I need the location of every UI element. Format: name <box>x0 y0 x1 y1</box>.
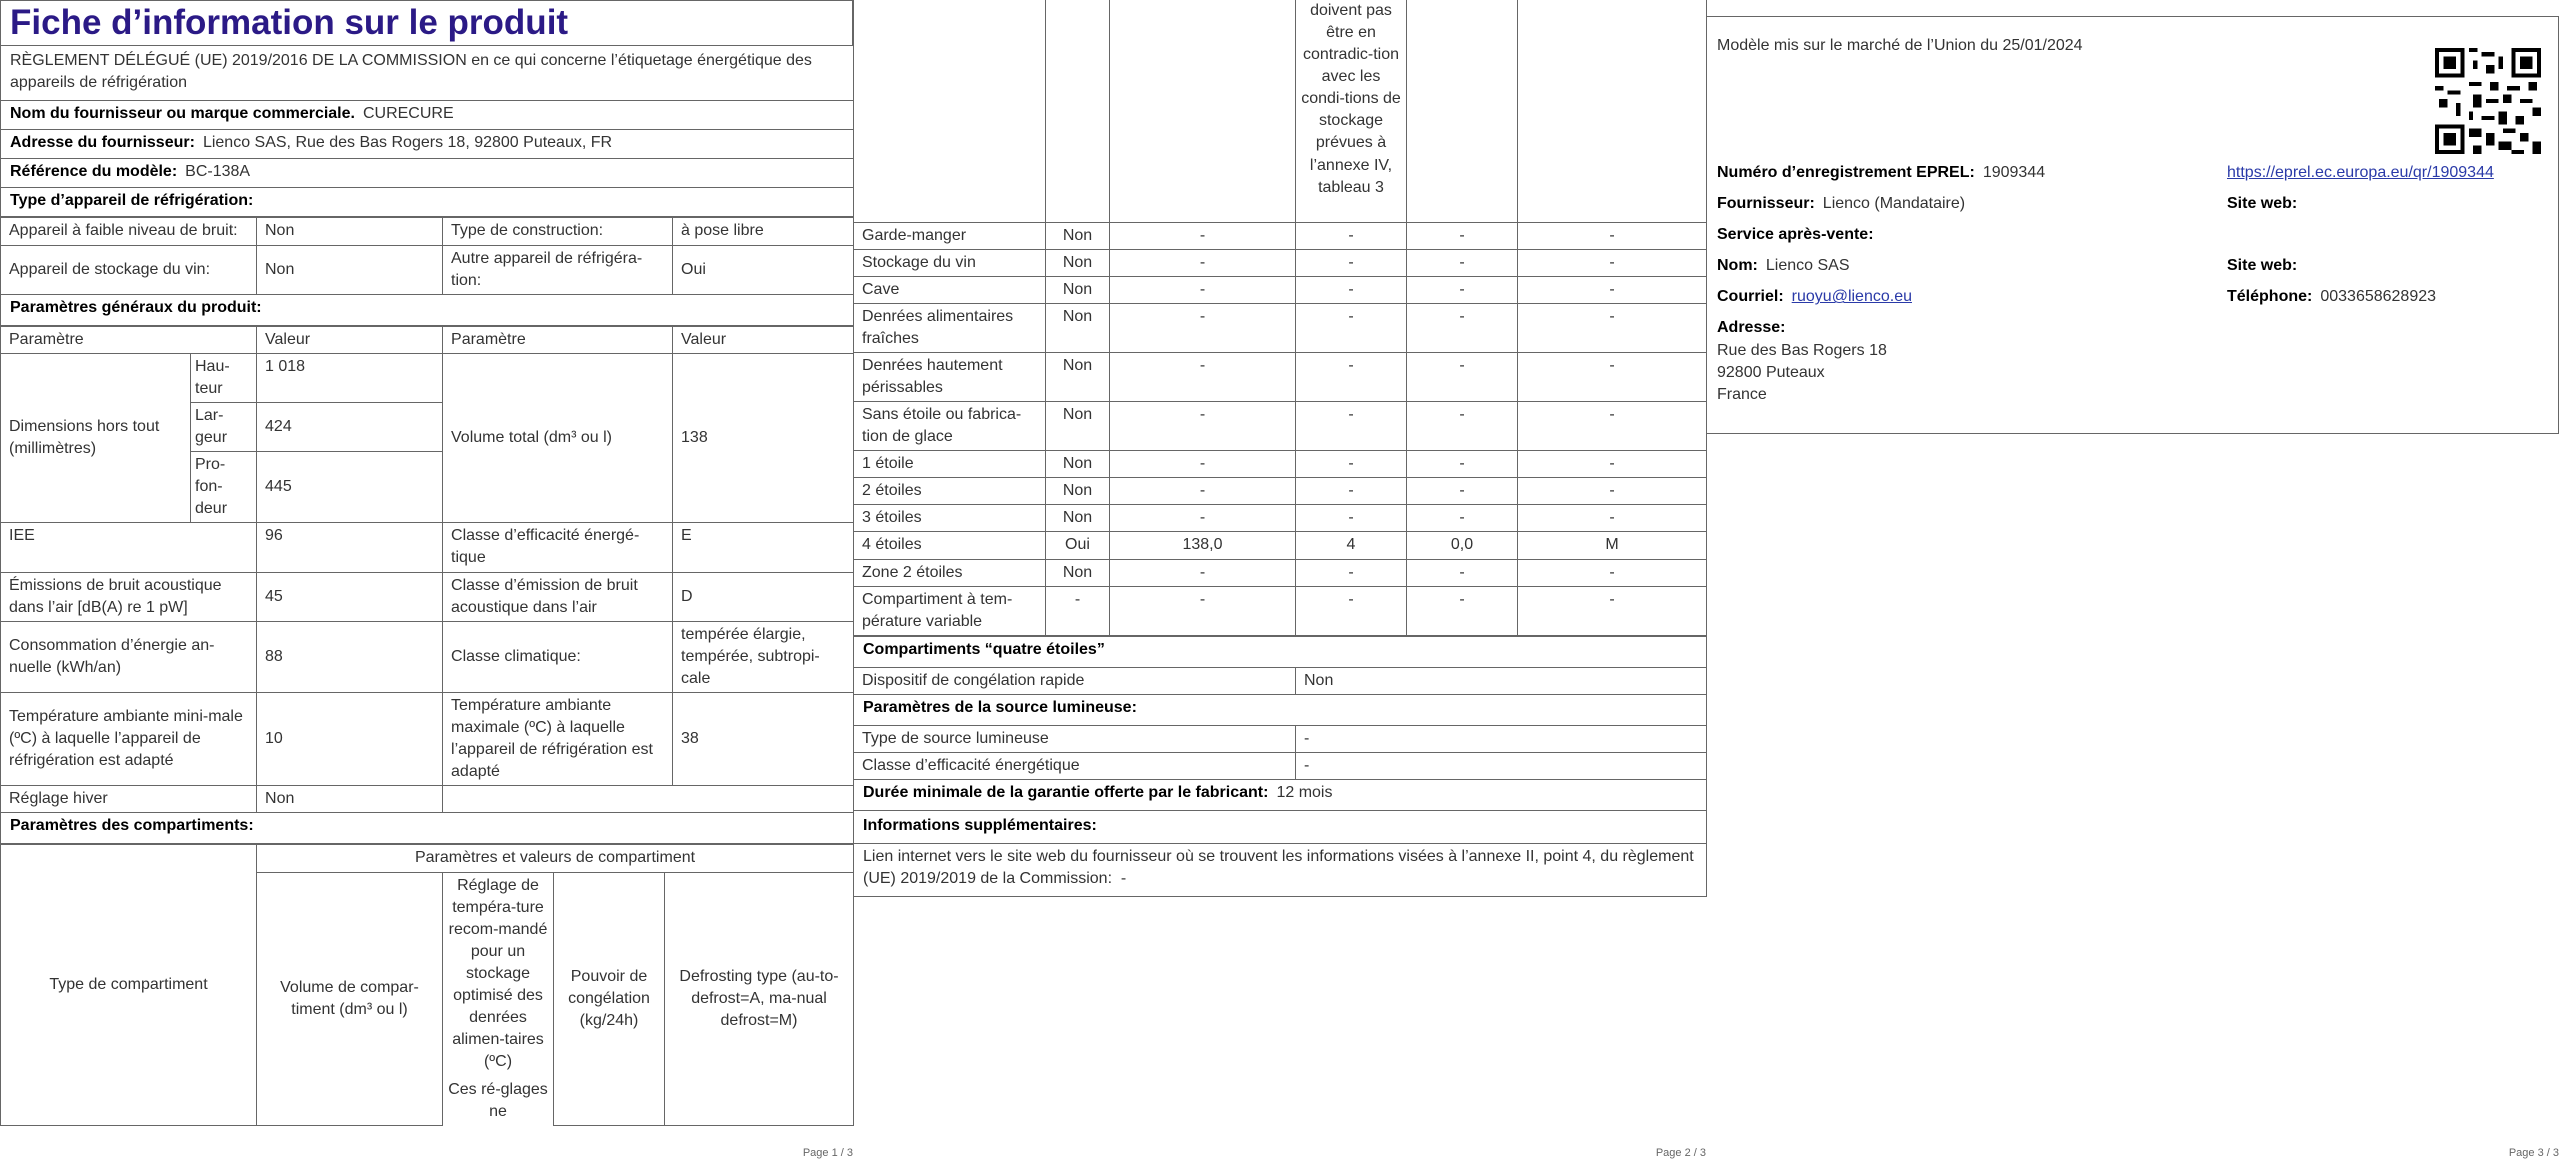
compartment-name: 3 étoiles <box>854 505 1046 532</box>
address-line-1: Rue des Bas Rogers 18 <box>1717 341 1887 359</box>
table-row <box>854 478 1707 505</box>
compartment-value: - <box>1110 505 1296 532</box>
service-name-label: Nom: <box>1717 257 1758 275</box>
supplier-address-label: Adresse du fournisseur: <box>10 134 195 152</box>
compartment-value: Non <box>1046 352 1110 401</box>
winter-value: Non <box>257 786 443 813</box>
compartment-value: Non <box>1046 478 1110 505</box>
appliance-type-heading: Type d’appareil de réfrigération: <box>10 192 254 210</box>
compartment-value: - <box>1407 559 1518 586</box>
height-value: 1 018 <box>257 353 443 402</box>
website-label: Site web: <box>2227 195 2298 213</box>
supplier-address: Lienco SAS, Rue des Bas Rogers 18, 92800 Puteaux, FR <box>202 134 613 152</box>
noise-class-value: D <box>673 572 854 621</box>
compartment-values-table <box>853 0 1707 636</box>
compartment-value: - <box>1110 276 1296 303</box>
page-3 <box>1706 0 2559 1173</box>
compartment-value: - <box>1518 276 1707 303</box>
energy-class-label: Classe d’efficacité énergé-tique <box>443 523 673 572</box>
width-value: 424 <box>257 403 443 452</box>
volume-header: Volume de compar-timent (dm³ ou l) <box>257 872 443 1125</box>
compartment-name: Compartiment à tem-pérature variable <box>854 586 1046 635</box>
compartment-value: - <box>1296 303 1407 352</box>
eprel-supplier-value: Lienco (Mandataire) <box>1822 195 1966 213</box>
table-row <box>854 505 1707 532</box>
volume-value: 138 <box>673 353 854 523</box>
compartment-value: - <box>1407 402 1518 451</box>
compartment-value: M <box>1518 532 1707 559</box>
compartment-value: - <box>1296 276 1407 303</box>
phone-label: Téléphone: <box>2227 288 2313 306</box>
service-name-value: Lienco SAS <box>1765 257 1850 275</box>
four-star-heading: Compartiments “quatre étoiles” <box>863 640 1105 658</box>
width-label: Lar-geur <box>191 403 257 452</box>
compartment-name: Denrées alimentaires fraîches <box>854 303 1046 352</box>
climate-label: Classe climatique: <box>443 621 673 692</box>
compartments-header-table <box>0 844 854 1125</box>
compartment-value: 4 <box>1296 532 1407 559</box>
light-class-label: Classe d’efficacité énergétique <box>854 753 1296 780</box>
compartment-value: - <box>1518 478 1707 505</box>
compartment-name: 2 étoiles <box>854 478 1046 505</box>
compartment-value: 138,0 <box>1110 532 1296 559</box>
compartment-value: - <box>1518 352 1707 401</box>
warranty-value: 12 mois <box>1276 784 1333 802</box>
compartment-value: - <box>1407 586 1518 635</box>
construction-label: Type de construction: <box>443 218 673 245</box>
compartment-value: - <box>1110 402 1296 451</box>
temp-note-b: doivent pas être en contradic-tion avec les condi-tions de stockage prévues à l’annexe IV, tableau 3 <box>1296 0 1407 222</box>
compartment-value: - <box>1296 586 1407 635</box>
qr-code-icon[interactable] <box>2435 48 2541 154</box>
compartment-value: - <box>1110 249 1296 276</box>
page-1 <box>0 0 853 1173</box>
phone-value: 0033658628923 <box>2320 288 2437 306</box>
value-header-2: Valeur <box>673 326 854 353</box>
model-reference: BC-138A <box>185 163 251 181</box>
compartment-value: - <box>1407 352 1518 401</box>
address-line-2: 92800 Puteaux <box>1717 363 1825 381</box>
tmax-label: Température ambiante maximale (ºC) à laquelle l’appareil de réfrigération est adapté <box>443 692 673 785</box>
noise-class-label: Classe d’émission de bruit acoustique dans l’air <box>443 572 673 621</box>
compartment-name: Garde-manger <box>854 222 1046 249</box>
compartment-value: - <box>1110 222 1296 249</box>
eprel-supplier-label: Fournisseur: <box>1717 195 1815 213</box>
table-row <box>854 352 1707 401</box>
eei-value: 96 <box>257 523 443 572</box>
value-header: Valeur <box>257 326 443 353</box>
tmin-value: 10 <box>257 692 443 785</box>
model-label: Référence du modèle: <box>10 163 178 181</box>
winter-label: Réglage hiver <box>1 786 257 813</box>
low-noise-value: Non <box>257 218 443 245</box>
compartment-value: Non <box>1046 505 1110 532</box>
compartment-value: 0,0 <box>1407 532 1518 559</box>
volume-label: Volume total (dm³ ou l) <box>443 353 673 523</box>
compartment-value: Non <box>1046 559 1110 586</box>
energy-consumption-label: Consommation d’énergie an-nuelle (kWh/an) <box>1 621 257 692</box>
page-2 <box>853 0 1706 1173</box>
table-row <box>854 586 1707 635</box>
depth-value: 445 <box>257 452 443 523</box>
compartment-value: - <box>1518 402 1707 451</box>
email-label: Courriel: <box>1717 288 1784 306</box>
eprel-box <box>1706 16 2559 434</box>
table-row <box>854 559 1707 586</box>
compartment-value: - <box>1296 352 1407 401</box>
page-number-3: Page 3 / 3 <box>2508 1146 2559 1159</box>
service-label: Service après-vente: <box>1717 226 1874 244</box>
compartment-value: - <box>1407 222 1518 249</box>
compartment-value: - <box>1518 303 1707 352</box>
compartment-value: - <box>1518 249 1707 276</box>
compartment-name: 4 étoiles <box>854 532 1046 559</box>
compartment-value: - <box>1296 402 1407 451</box>
four-star-table <box>853 636 1707 898</box>
eprel-reg-value: 1909344 <box>1982 164 2046 182</box>
extra-info-link: - <box>1120 870 1127 888</box>
light-type-label: Type de source lumineuse <box>854 725 1296 752</box>
compartment-value: Non <box>1046 451 1110 478</box>
supplier-name: CURECURE <box>362 105 454 123</box>
warranty-label: Durée minimale de la garantie offerte par le fabricant: <box>863 784 1269 802</box>
compartment-value: - <box>1296 249 1407 276</box>
eei-label: IEE <box>1 523 257 572</box>
compartment-value: - <box>1296 505 1407 532</box>
compartment-name: Cave <box>854 276 1046 303</box>
compartment-value: - <box>1296 222 1407 249</box>
param-header-2: Paramètre <box>443 326 673 353</box>
compartment-name: Zone 2 étoiles <box>854 559 1046 586</box>
compartment-value: - <box>1110 451 1296 478</box>
tmax-value: 38 <box>673 692 854 785</box>
compartment-value: - <box>1296 451 1407 478</box>
compartment-value: - <box>1518 222 1707 249</box>
fast-freeze-label: Dispositif de congélation rapide <box>854 667 1296 694</box>
compartment-name: Stockage du vin <box>854 249 1046 276</box>
noise-label: Émissions de bruit acoustique dans l’air [dB(A) re 1 pW] <box>1 572 257 621</box>
address-line-3: France <box>1717 385 1767 403</box>
market-date: Modèle mis sur le marché de l’Union du 25/01/2024 <box>1717 37 2083 54</box>
noise-value: 45 <box>257 572 443 621</box>
light-type-value: - <box>1296 725 1707 752</box>
compartment-value: - <box>1296 478 1407 505</box>
wine-label: Appareil de stockage du vin: <box>1 245 257 294</box>
other-appliance-label: Autre appareil de réfrigéra-tion: <box>443 245 673 294</box>
compartment-value: Non <box>1046 249 1110 276</box>
compartment-value: Non <box>1046 276 1110 303</box>
compartment-value: - <box>1296 559 1407 586</box>
supplier-table <box>0 45 854 217</box>
construction-value: à pose libre <box>673 218 854 245</box>
compartment-value: - <box>1518 586 1707 635</box>
compartments-heading: Paramètres des compartiments: <box>10 817 254 835</box>
compartment-value: - <box>1518 559 1707 586</box>
freeze-header: Pouvoir de congélation (kg/24h) <box>554 872 665 1125</box>
light-class-value: - <box>1296 753 1707 780</box>
type-table <box>0 217 854 325</box>
regulation-text: RÈGLEMENT DÉLÉGUÉ (UE) 2019/2016 DE LA COMMISSION en ce qui concerne l’étiquetage énergétique des appareils de réfrigération <box>1 46 854 101</box>
website-label-2: Site web: <box>2227 257 2298 275</box>
compartment-value: - <box>1046 586 1110 635</box>
compartment-value: Non <box>1046 222 1110 249</box>
compartment-value: - <box>1110 478 1296 505</box>
fast-freeze-value: Non <box>1296 667 1707 694</box>
general-params-heading: Paramètres généraux du produit: <box>10 298 262 316</box>
compartment-value: - <box>1407 249 1518 276</box>
depth-label: Pro-fon-deur <box>191 452 257 523</box>
supplier-name-label: Nom du fournisseur ou marque commerciale. <box>10 105 355 123</box>
table-row <box>854 249 1707 276</box>
compartment-value: - <box>1110 303 1296 352</box>
compartment-value: - <box>1518 505 1707 532</box>
table-row <box>854 222 1707 249</box>
table-row <box>854 451 1707 478</box>
light-source-heading: Paramètres de la source lumineuse: <box>863 698 1137 716</box>
compartment-value: - <box>1110 586 1296 635</box>
general-params-table <box>0 326 854 845</box>
compartment-name: Sans étoile ou fabrica-tion de glace <box>854 402 1046 451</box>
dimensions-label: Dimensions hors tout (millimètres) <box>1 353 191 523</box>
page-title: Fiche d’information sur le produit <box>0 0 853 45</box>
compartment-value: - <box>1110 559 1296 586</box>
compartment-params-header: Paramètres et valeurs de compartiment <box>257 845 854 872</box>
climate-value: tempérée élargie, tempérée, subtropi-cale <box>673 621 854 692</box>
compartment-type-header: Type de compartiment <box>1 845 257 1125</box>
eprel-reg-label: Numéro d’enregistrement EPREL: <box>1717 164 1975 182</box>
address-label: Adresse: <box>1717 319 1786 337</box>
compartment-name: Denrées hautement périssables <box>854 352 1046 401</box>
compartment-value: Oui <box>1046 532 1110 559</box>
temp-note-a: Ces ré-glages ne <box>448 1081 548 1121</box>
compartment-value: - <box>1407 505 1518 532</box>
tmin-label: Température ambiante mini-male (ºC) à laquelle l’appareil de réfrigération est adapté <box>1 692 257 785</box>
table-row <box>854 532 1707 559</box>
compartment-value: - <box>1407 303 1518 352</box>
compartment-value: - <box>1407 276 1518 303</box>
compartment-value: Non <box>1046 303 1110 352</box>
compartment-value: - <box>1110 352 1296 401</box>
compartment-value: - <box>1407 478 1518 505</box>
page-number-2: Page 2 / 3 <box>1655 1146 1706 1159</box>
compartment-name: 1 étoile <box>854 451 1046 478</box>
height-label: Hau-teur <box>191 353 257 402</box>
energy-consumption-value: 88 <box>257 621 443 692</box>
defrost-header: Defrosting type (au-to-defrost=A, ma-nual defrost=M) <box>665 872 854 1125</box>
energy-class-value: E <box>673 523 854 572</box>
table-row <box>854 276 1707 303</box>
compartment-value: - <box>1518 451 1707 478</box>
table-row <box>854 303 1707 352</box>
wine-value: Non <box>257 245 443 294</box>
page-number-1: Page 1 / 3 <box>802 1146 853 1159</box>
extra-info-text: Lien internet vers le site web du fournisseur où se trouvent les informations visées à l’annexe II, point 4, du règlement (UE) 2019/2019 de la Commission: <box>863 848 1694 888</box>
compartment-value: Non <box>1046 402 1110 451</box>
temp-header: Réglage de tempéra-ture recom-mandé pour un stockage optimisé des denrées alimen-taires (ºC) <box>448 876 548 1071</box>
compartment-value: - <box>1407 451 1518 478</box>
table-row <box>854 402 1707 451</box>
extra-info-heading: Informations supplémentaires: <box>863 817 1097 835</box>
other-appliance-value: Oui <box>673 245 854 294</box>
param-header: Paramètre <box>1 326 257 353</box>
email-link[interactable]: ruoyu@lienco.eu <box>1791 288 1912 306</box>
eprel-link[interactable]: https://eprel.ec.europa.eu/qr/1909344 <box>2227 164 2494 182</box>
low-noise-label: Appareil à faible niveau de bruit: <box>1 218 257 245</box>
